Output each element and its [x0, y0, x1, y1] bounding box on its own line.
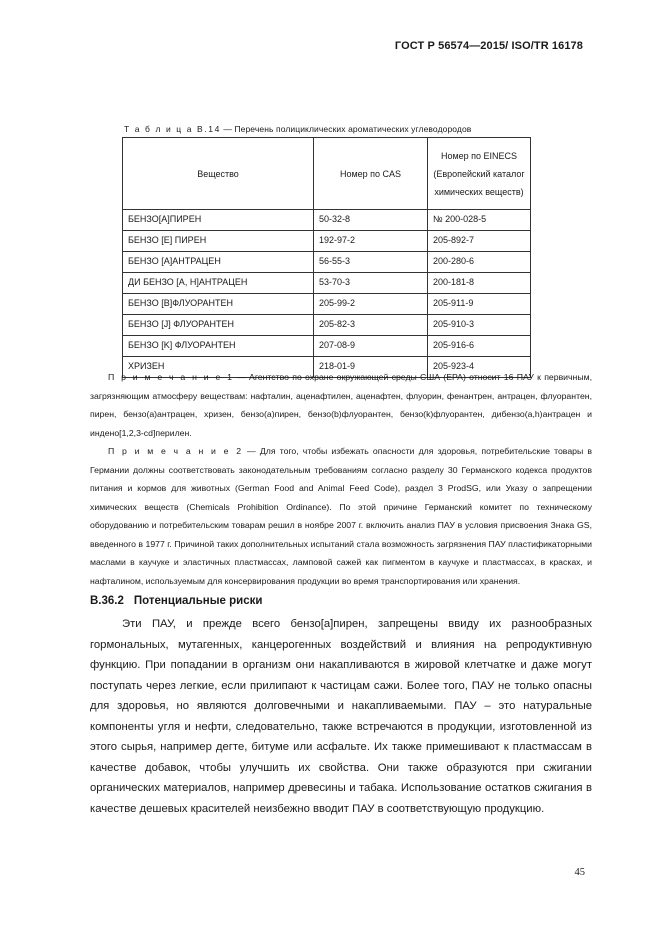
note-2-text: — Для того, чтобы избежать опасности для здоровья, потребительские товары в Германии должны соответствовать законодательным требованиям согласно разделу 30 Германского кодекса продуктов питания и кормов для животных (German Food and Animal Feed Code), раздел 3 ProdSG, или Указу о запрещении химических веществ (Chemicals Prohibition Ordinance). По этой причине Германский комитет по техническому оборудованию и потребительским товарам решил в ноябре 2007 г. включить анализ ПАУ в условия присвоения Знака GS, введенного в 1977 г. Причиной таких дополнительных испытаний стала возможность загрязнения ПАУ пластификаторными маслами в каучуке и эластичных пластмассах, ламповой сажей как пигментом в каучуке и пластмассах, в красках, и нафталином, используемым для консервирования продукции во время транспортирования или хранения.: [90, 446, 593, 586]
cell-einecs: 205-911-9: [428, 294, 531, 315]
table-row: [123, 273, 531, 294]
note-2-label: П р и м е ч а н и е 2: [108, 446, 243, 456]
table-row: [123, 231, 531, 252]
cell-cas: 218-01-9: [314, 357, 428, 378]
cell-substance: БЕНЗО [B]ФЛУОРАНТЕН: [123, 294, 314, 315]
cell-substance: БЕНЗО [A]АНТРАЦЕН: [123, 252, 314, 273]
cell-einecs: № 200-028-5: [428, 210, 531, 231]
column-header-einecs: Номер по EINECS (Европейский каталог химических веществ): [428, 138, 531, 210]
cell-substance: БЕНЗО [E] ПИРЕН: [123, 231, 314, 252]
note-2: [90, 442, 592, 590]
cell-cas: 53-70-3: [314, 273, 428, 294]
cell-substance: БЕНЗО [K] ФЛУОРАНТЕН: [123, 336, 314, 357]
table-caption: [124, 124, 471, 134]
cell-cas: 56-55-3: [314, 252, 428, 273]
cell-substance: БЕНЗО [J] ФЛУОРАНТЕН: [123, 315, 314, 336]
document-header: ГОСТ Р 56574—2015/ ISO/TR 16178: [394, 40, 583, 52]
cell-einecs: 200-181-8: [428, 273, 531, 294]
table-row: [123, 252, 531, 273]
table-row: [123, 294, 531, 315]
note-1: [90, 368, 592, 442]
table-header-row: [123, 138, 531, 210]
cell-einecs: 205-923-4: [428, 357, 531, 378]
cell-einecs: 200-280-6: [428, 252, 531, 273]
table-caption-text: — Перечень полициклических ароматических углеводородов: [220, 124, 472, 134]
section-title: Потенциальные риски: [133, 595, 263, 607]
pah-table: [122, 137, 531, 378]
column-header-cas: Номер по CAS: [314, 138, 428, 210]
body-text: [90, 614, 592, 819]
cell-substance: ДИ БЕНЗО [A, H]АНТРАЦЕН: [123, 273, 314, 294]
column-header-substance: Вещество: [123, 138, 314, 210]
section-heading: [90, 595, 272, 607]
cell-cas: 205-82-3: [314, 315, 428, 336]
page-number: 45: [574, 867, 585, 878]
note-1-text: — Агентство по охране окружающей среды США (EPA) относит 16 ПАУ к первичным, загрязняющим атмосферу веществам: нафталин, аценафтилен, аценафтен, флуорин, фенантрен, антрацен, флуорантен, пирен, бензо(a)антрацен, хризен, бензо(a)пирен, бензо(b)флуорантен, бензо(k)флуорантен, дибензо(a,h)антрацен и индено[1,2,3-cd]перилен.: [90, 372, 592, 438]
table-caption-label: Т а б л и ц а В.14: [124, 124, 221, 134]
table-row: [123, 210, 531, 231]
note-1-label: П р и м е ч а н и е 1: [108, 372, 234, 382]
notes-block: [90, 368, 592, 590]
cell-substance: ХРИЗЕН: [123, 357, 314, 378]
table-row: [123, 315, 531, 336]
cell-einecs: 205-916-6: [428, 336, 531, 357]
cell-cas: 207-08-9: [314, 336, 428, 357]
section-number: В.36.2: [90, 595, 124, 607]
cell-cas: 205-99-2: [314, 294, 428, 315]
body-paragraph: Эти ПАУ, и прежде всего бензо[a]пирен, запрещены ввиду их разнообразных гормональных, мутагенных, канцерогенных воздействий и влияния на репродуктивную функцию. При попадании в организм они накапливаются в жировой клетчатке и даже могут поступать через легкие, если прилипают к частицам сажи. Более того, ПАУ не только опасны для здоровья, но являются долговечными и накапливаемыми. ПАУ – это натуральные компоненты угля и нефти, следовательно, также встречаются в продукции, изготовленной из этого сырья, например дегте, битуме или асфальте. Их также примешивают к пластмассам в качестве добавок, чтобы улучшить их свойства. Они также образуются при сжигании органических материалов, например древесины и табака. Использование остатков сжигания в качестве дешевых красителей неизбежно вводит ПАУ в соответствующую продукцию.: [90, 618, 592, 815]
cell-cas: 50-32-8: [314, 210, 428, 231]
cell-substance: БЕНЗО[A]ПИРЕН: [123, 210, 314, 231]
table-row: [123, 336, 531, 357]
cell-einecs: 205-910-3: [428, 315, 531, 336]
cell-einecs: 205-892-7: [428, 231, 531, 252]
cell-cas: 192-97-2: [314, 231, 428, 252]
